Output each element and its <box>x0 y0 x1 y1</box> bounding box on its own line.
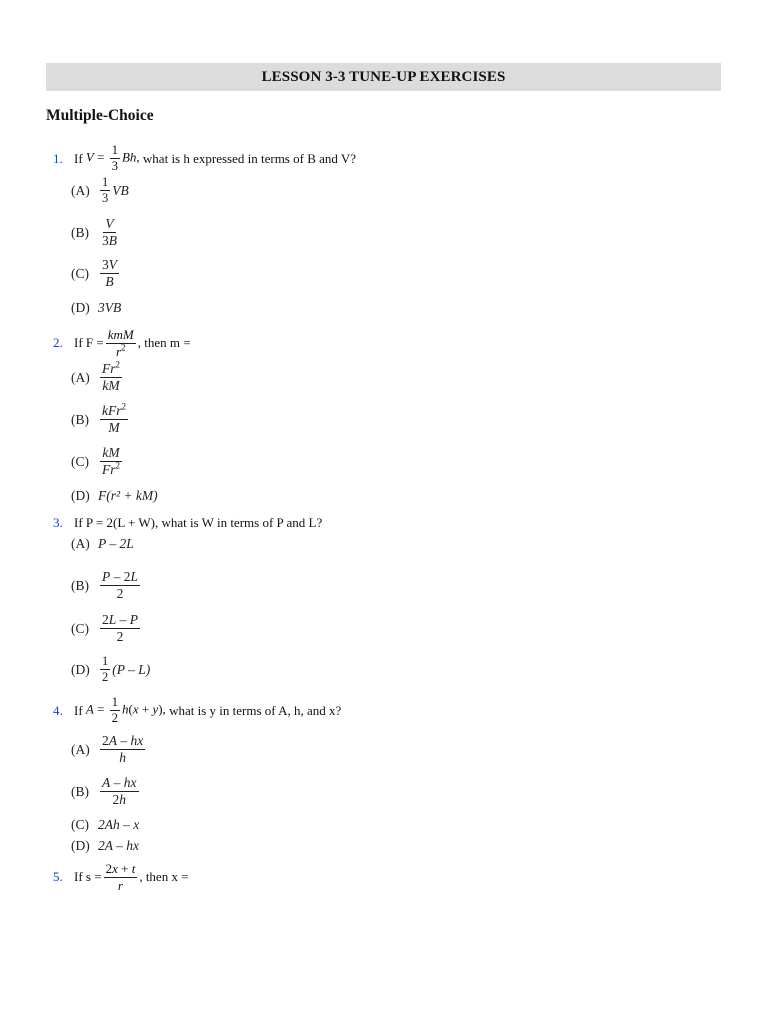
fraction: $\frac{P - 2L}{2}$ <box>102 569 139 602</box>
question-number: 3. <box>53 515 63 530</box>
formula: V = $\frac{1}{3}$ Bh, <box>85 143 143 174</box>
option-label: (D) <box>71 838 90 853</box>
option-label: (C) <box>71 453 89 469</box>
question-number: 5. <box>53 869 63 885</box>
option-text: VB <box>112 182 129 198</box>
fraction: $\frac{1}{3}$ <box>102 175 109 206</box>
option-label: (D) <box>71 661 90 677</box>
option-label: (B) <box>71 411 89 427</box>
option-2c[interactable] <box>71 446 124 477</box>
question-prompt-before: If <box>74 702 83 718</box>
lesson-title-banner <box>46 63 721 91</box>
section-title: Multiple-Choice <box>46 107 154 124</box>
option-label: (D) <box>71 488 90 503</box>
option-label: (A) <box>71 536 90 551</box>
option-label: (B) <box>71 224 89 240</box>
fraction: $\frac{2L - P}{2}$ <box>102 612 139 645</box>
option-label: (C) <box>71 265 89 281</box>
question-prompt-after: , then m = <box>137 335 191 351</box>
question-4 <box>53 696 341 725</box>
option-label: (A) <box>71 369 90 385</box>
option-label: (C) <box>71 620 89 636</box>
formula: $\frac{2x + t}{r}$ <box>105 861 136 893</box>
option-label: (D) <box>71 300 90 315</box>
question-number: 4. <box>53 702 63 718</box>
question-prompt-after: , then x = <box>139 869 189 885</box>
fraction: $\frac{3V}{B}$ <box>102 257 117 290</box>
option-1b[interactable] <box>71 217 121 248</box>
option-label: (A) <box>71 741 90 757</box>
fraction: $\frac{kM}{Fr^2}$ <box>102 445 120 478</box>
option-1a[interactable] <box>71 176 129 205</box>
option-text: P – 2L <box>98 536 134 551</box>
option-4d[interactable] <box>71 838 139 854</box>
option-text: F(r² + kM) <box>98 488 158 503</box>
option-2a[interactable] <box>71 359 124 394</box>
question-prompt-after: what is y in terms of A, h, and x? <box>169 702 342 718</box>
option-text: (P – L) <box>112 661 151 677</box>
option-text: 3VB <box>98 300 122 315</box>
option-3c[interactable] <box>71 613 142 644</box>
question-prompt-before: If <box>74 150 83 166</box>
option-4a[interactable] <box>71 734 147 765</box>
option-3a[interactable] <box>71 536 134 552</box>
option-2d[interactable] <box>71 488 158 504</box>
option-2b[interactable] <box>71 401 130 436</box>
option-3d[interactable] <box>71 655 150 684</box>
option-3b[interactable] <box>71 570 142 601</box>
question-number: 1. <box>53 150 63 166</box>
fraction: $\frac{2A - hx}{h}$ <box>102 733 144 766</box>
question-prompt-after: what is h expressed in terms of B and V? <box>142 150 357 166</box>
option-label: (B) <box>71 783 89 799</box>
formula: $\frac{\text{kmM}}{r^2}$ <box>107 327 134 359</box>
fraction: $\frac{kFr^2}{M}$ <box>102 401 126 436</box>
question-2 <box>53 328 191 358</box>
fraction: $\frac{1}{2}$ <box>102 654 109 685</box>
question-1 <box>53 144 356 173</box>
fraction: $\frac{V}{3B}$ <box>102 216 117 249</box>
fraction: $\frac{A - hx}{2h}$ <box>102 775 137 808</box>
question-prompt-before: If s = <box>74 869 102 885</box>
option-1c[interactable] <box>71 258 121 289</box>
option-text: 2Ah – x <box>98 817 140 832</box>
fraction: $\frac{Fr^2}{kM}$ <box>102 359 120 394</box>
option-text: 2A – hx <box>98 838 139 853</box>
question-prompt: If P = 2(L + W), what is W in terms of P and L? <box>74 515 323 530</box>
question-number: 2. <box>53 335 63 351</box>
question-3 <box>53 515 322 531</box>
option-4b[interactable] <box>71 776 141 807</box>
option-1d[interactable] <box>71 300 121 316</box>
option-4c[interactable] <box>71 817 139 833</box>
question-5 <box>53 862 189 892</box>
option-label: (B) <box>71 577 89 593</box>
question-prompt-before: If F = <box>74 335 104 351</box>
option-label: (C) <box>71 817 89 832</box>
formula: A = $\frac{1}{2}$ h(x + y), <box>85 695 170 726</box>
lesson-title: LESSON 3-3 TUNE-UP EXERCISES <box>261 68 506 85</box>
option-label: (A) <box>71 182 90 198</box>
